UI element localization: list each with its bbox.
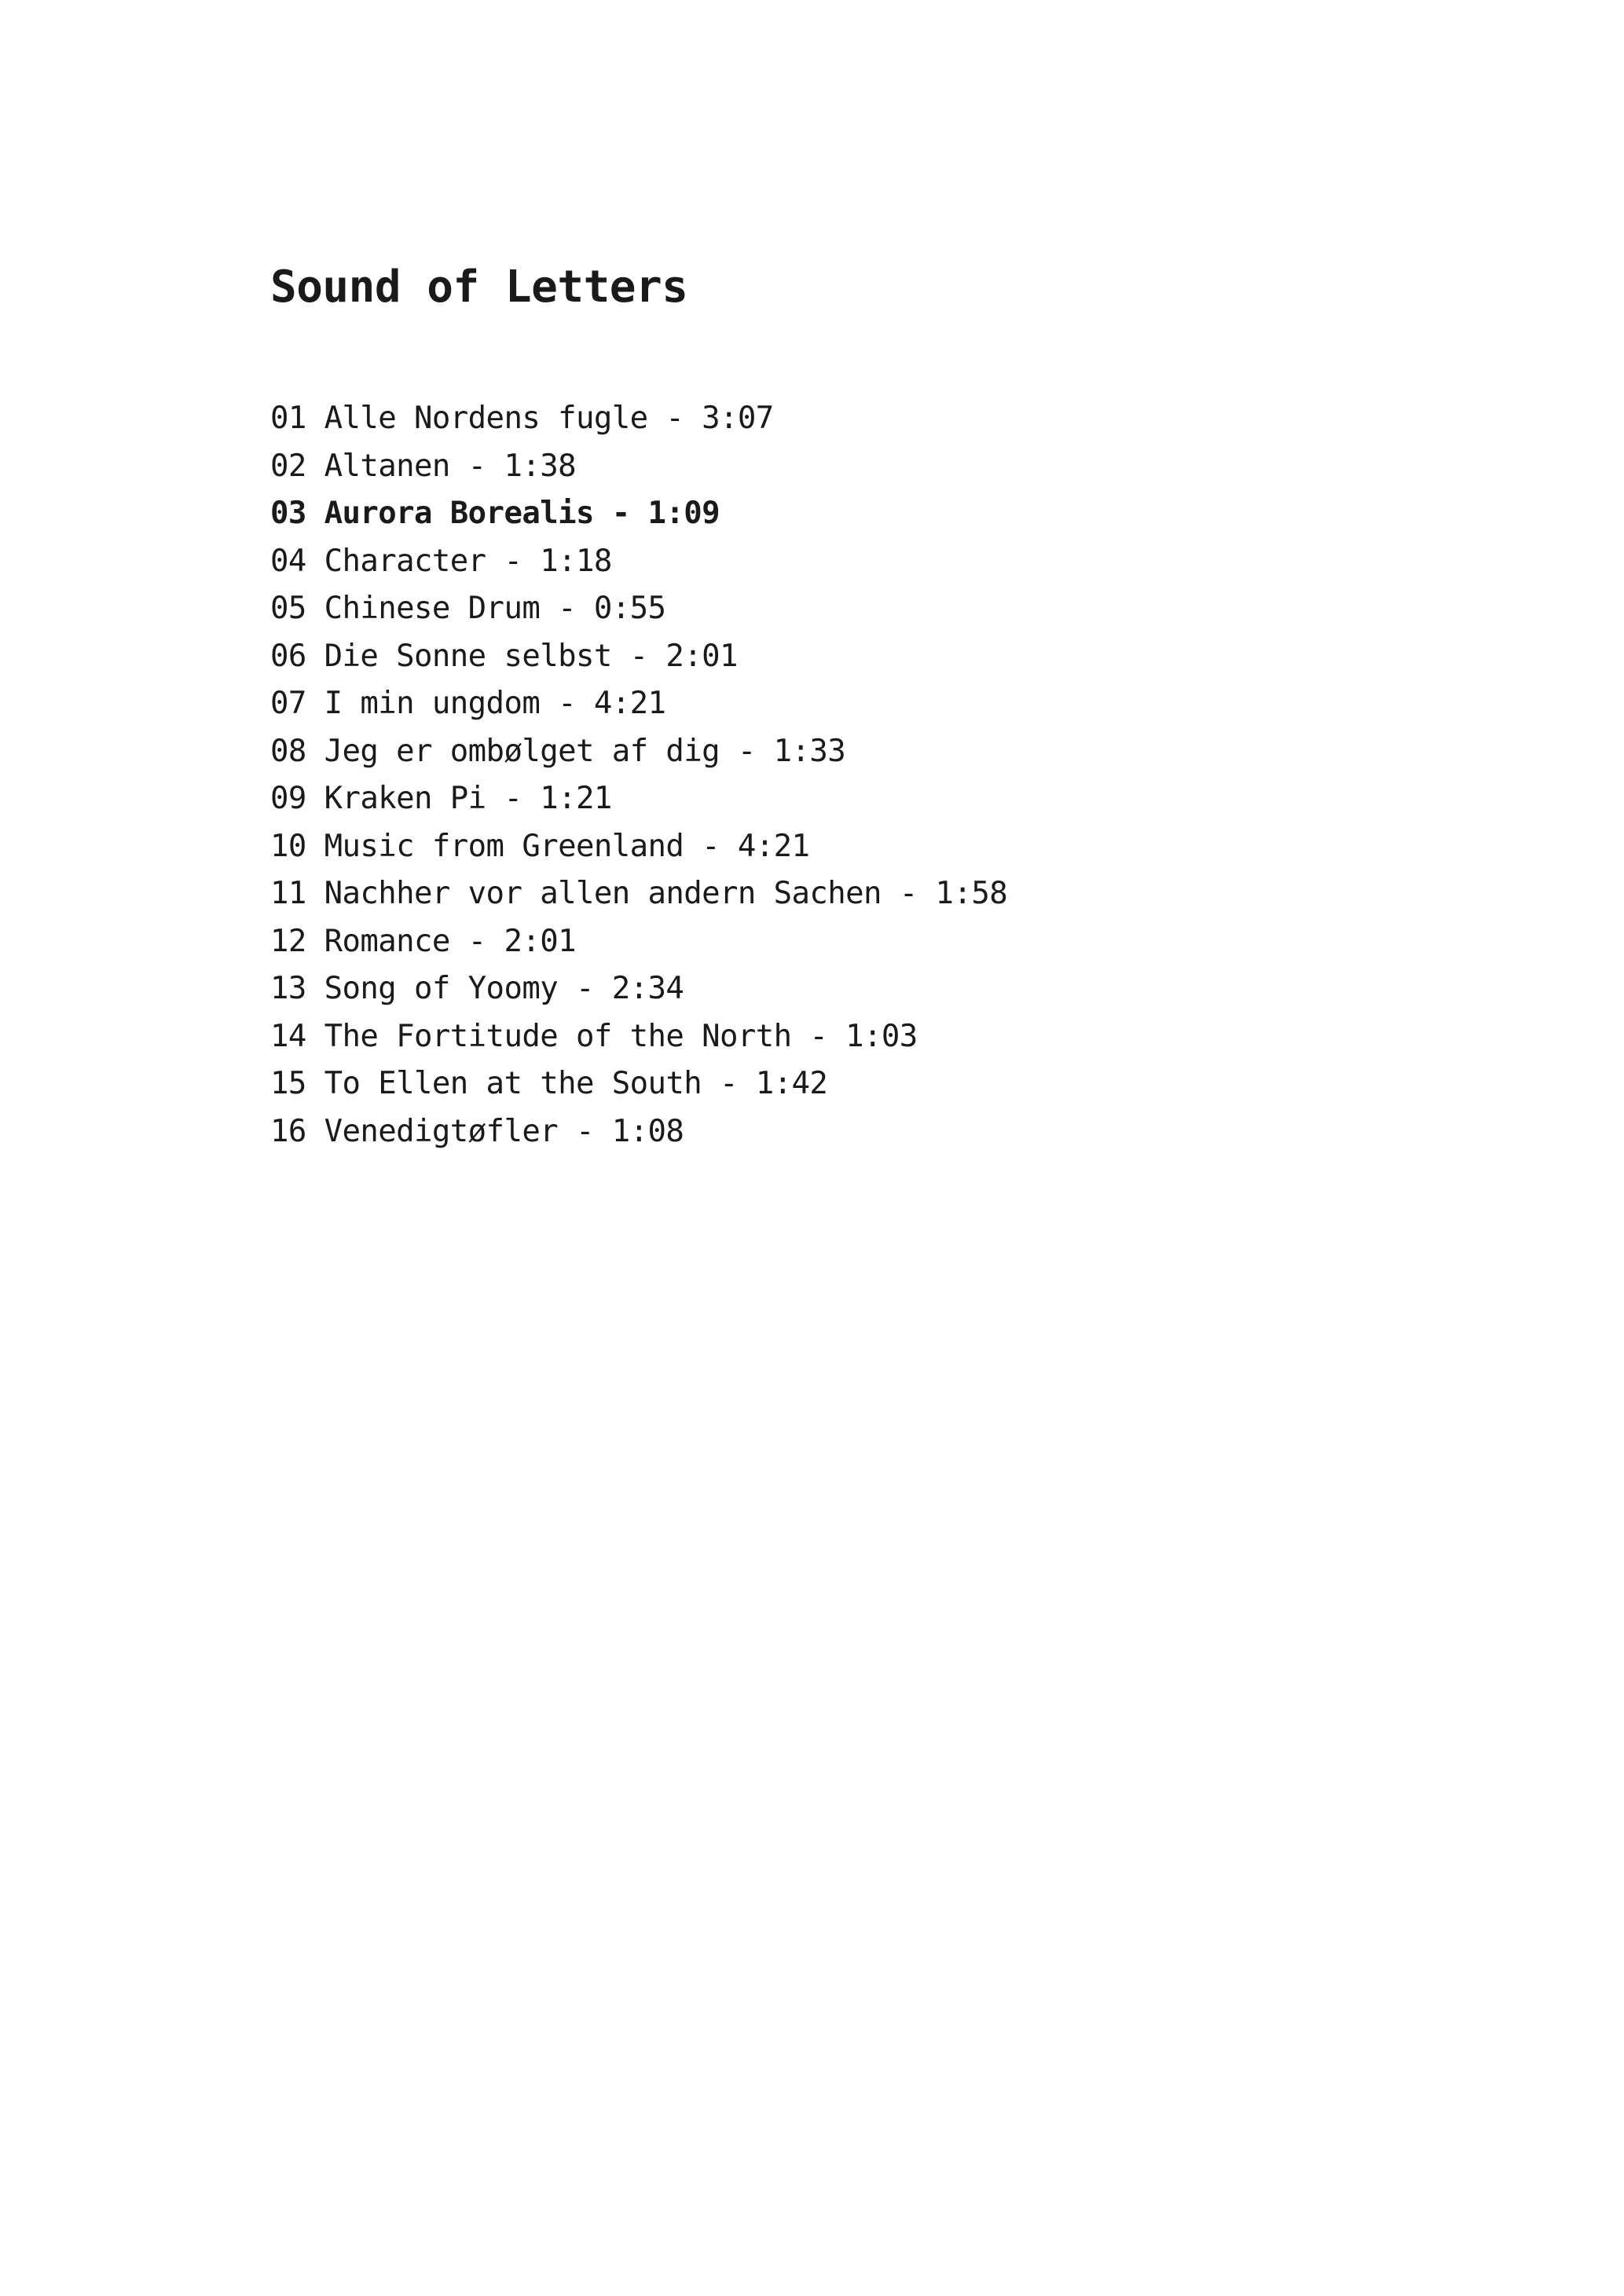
document-title: Sound of Letters bbox=[270, 262, 688, 313]
track-item: 14 The Fortitude of the North - 1:03 bbox=[270, 1018, 918, 1054]
track-item: 02 Altanen - 1:38 bbox=[270, 448, 576, 484]
track-item: 16 Venedigtøfler - 1:08 bbox=[270, 1113, 684, 1149]
track-item: 12 Romance - 2:01 bbox=[270, 923, 576, 959]
track-list bbox=[270, 395, 1007, 1155]
track-item: 10 Music from Greenland - 4:21 bbox=[270, 828, 810, 864]
track-item: 01 Alle Nordens fugle - 3:07 bbox=[270, 401, 774, 436]
track-item: 07 I min ungdom - 4:21 bbox=[270, 686, 666, 721]
track-item: 11 Nachher vor allen andern Sachen - 1:58 bbox=[270, 876, 1008, 911]
track-item: 04 Character - 1:18 bbox=[270, 543, 612, 579]
track-item: 08 Jeg er ombølget af dig - 1:33 bbox=[270, 733, 846, 769]
track-item: 03 Aurora Borealis - 1:09 bbox=[270, 496, 720, 531]
track-item: 05 Chinese Drum - 0:55 bbox=[270, 591, 666, 626]
track-item: 15 To Ellen at the South - 1:42 bbox=[270, 1066, 828, 1101]
track-item: 09 Kraken Pi - 1:21 bbox=[270, 781, 612, 816]
track-item: 06 Die Sonne selbst - 2:01 bbox=[270, 638, 738, 674]
track-item: 13 Song of Yoomy - 2:34 bbox=[270, 971, 684, 1006]
